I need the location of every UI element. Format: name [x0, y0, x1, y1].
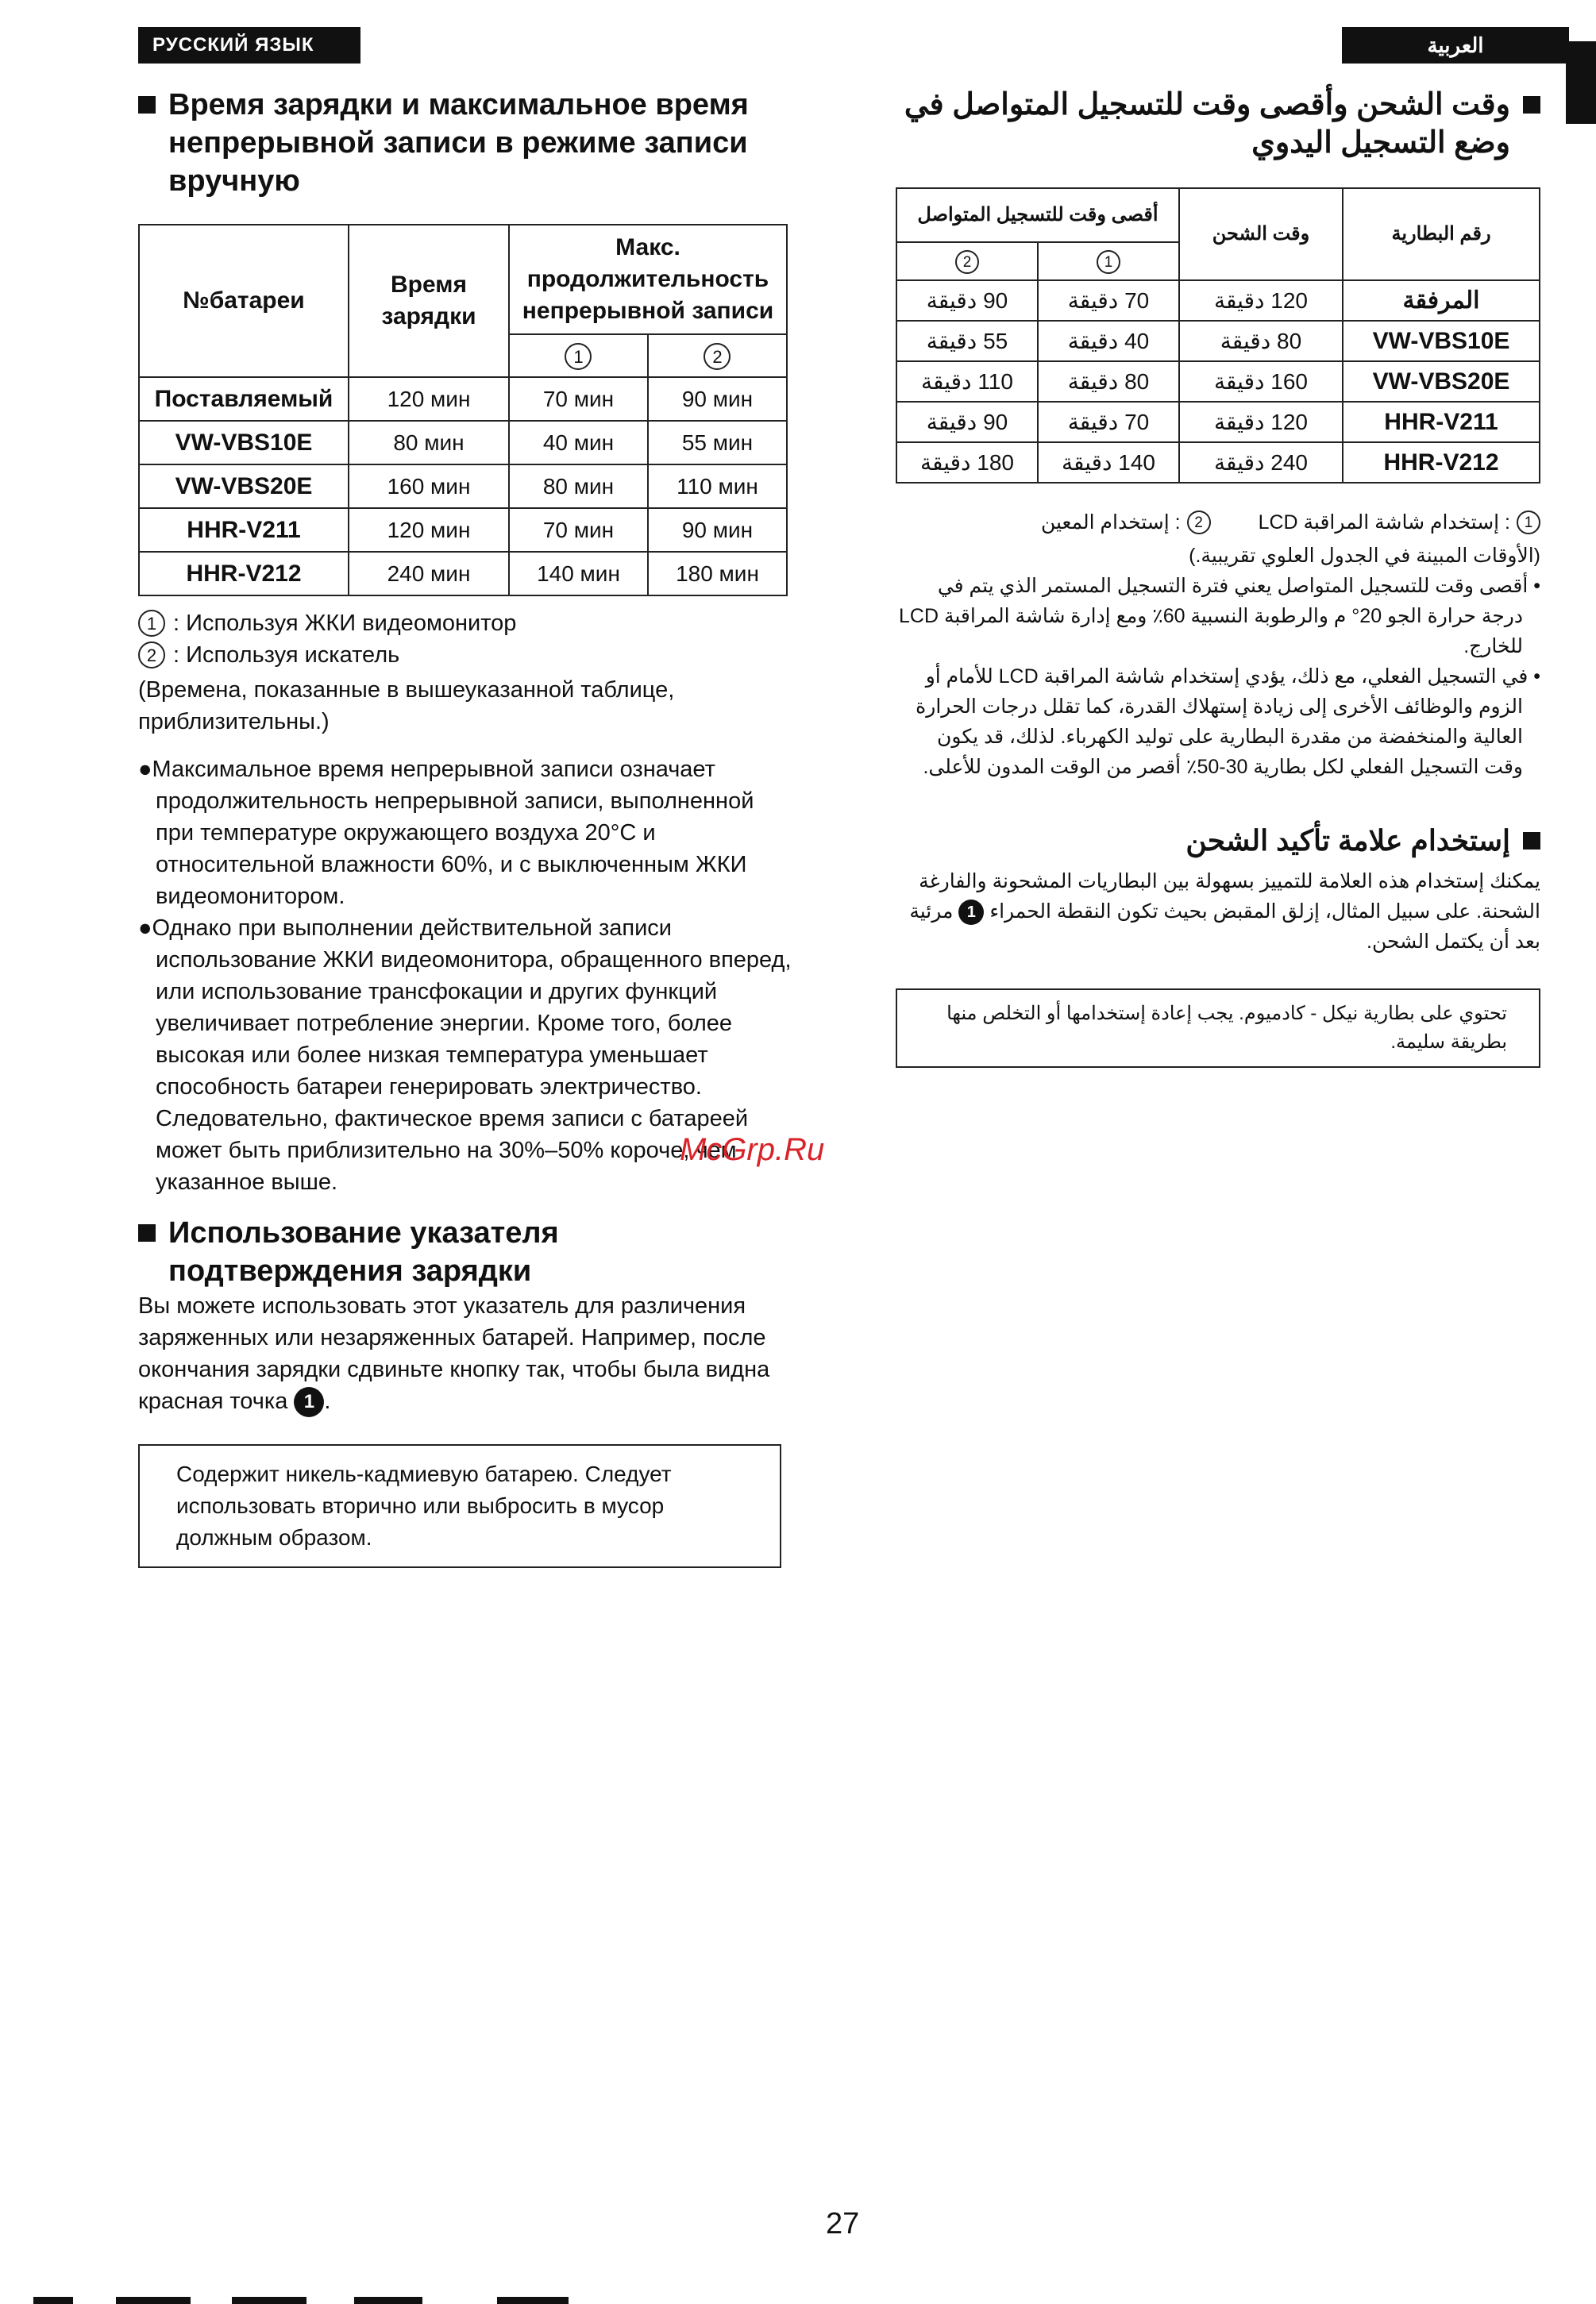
table-row: VW-VBS20E 160 دقيقة 80 دقيقة 110 دقيقة	[896, 361, 1540, 402]
note-viewfinder: 2 : Используя искатель	[138, 639, 797, 671]
bottom-edge-mark	[497, 2297, 569, 2304]
header-viewfinder	[648, 334, 787, 377]
bottom-edge-mark	[33, 2297, 73, 2304]
approx-note: (Времена, показанные в вышеуказанной таблице, приблизительны.)	[138, 677, 675, 734]
approx-note-ar: (الأوقات المبينة في الجدول العلوي تقريبية.)	[1189, 545, 1540, 567]
charging-time-table-ar	[896, 187, 1540, 484]
page-number: 27	[826, 2207, 860, 2240]
bullet-actual-recording: ●Однако при выполнении действительной записи использование ЖКИ видеомонитора, обращенного вперед, или использование трансфокации и других функций увеличивает потребление энергии. Кроме того, более высокая или более низкая температура уменьшает способность батареи генерировать электричество. Следовательно, фактическое время записи с батареей может быть приблизительно на 30%–50% короче, чем указанное выше.	[138, 915, 792, 1195]
header-viewfinder-ar	[896, 242, 1038, 280]
table-row: HHR-V211 120 мин 70 мин 90 мин	[139, 508, 787, 552]
note-lcd: 1 : Используя ЖКИ видеомонитор	[138, 607, 797, 639]
bullet-max-recording: ●Максимальное время непрерывной записи означает продолжительность непрерывной записи, выполненной при температуре окружающего воздуха 20°C и относительной влажности 60%, и с выключенным ЖКИ видеомонитором.	[138, 757, 754, 909]
table-row: VW-VBS20E 160 мин 80 мин 110 мин	[139, 464, 787, 508]
header-battery-ar: رقم البطارية	[1343, 188, 1540, 280]
circled-number-2-icon: 2	[955, 250, 979, 274]
bottom-edge-mark	[116, 2297, 191, 2304]
header-charge-time: Время зарядки	[349, 225, 509, 377]
table-row: المرفقة 120 دقيقة 70 دقيقة 90 دقيقة	[896, 280, 1540, 321]
table-row: HHR-V211 120 دقيقة 70 دقيقة 90 دقيقة	[896, 402, 1540, 442]
russian-column	[138, 86, 797, 1568]
header-charge-time-ar: وقت الشحن	[1179, 188, 1343, 280]
header-battery: №батареи	[139, 225, 349, 377]
circled-number-2-icon: 2	[704, 343, 731, 370]
bottom-edge-mark	[354, 2297, 422, 2304]
language-badge-arabic: العربية	[1342, 27, 1569, 64]
note-lcd-ar: 1 : إستخدام شاشة المراقبة LCD	[1259, 507, 1540, 537]
table-row: HHR-V212 240 мин 140 мин 180 мин	[139, 552, 787, 595]
table-row: Поставляемый 120 мин 70 мин 90 мин	[139, 377, 787, 421]
table-row: HHR-V212 240 دقيقة 140 دقيقة 180 دقيقة	[896, 442, 1540, 483]
section-title-charging-time-ar: وقت الشحن وأقصى وقت للتسجيل المتواصل في وضع التسجيل اليدوي	[896, 86, 1540, 162]
red-dot-number-icon: 1	[294, 1387, 324, 1417]
charge-indicator-text: Вы можете использовать этот указатель для различения заряженных или незаряженных батарей. Например, после окончания зарядки сдвиньте кнопку так, чтобы была видна красная точка 1 .	[138, 1290, 797, 1417]
header-lcd	[509, 334, 648, 377]
circled-number-1-icon: 1	[1097, 250, 1120, 274]
section-title-charge-indicator-ar: إستخدام علامة تأكيد الشحن	[896, 822, 1540, 860]
nicad-disposal-notice-ar: تحتوي على بطارية نيكل - كادميوم. يجب إعادة إستخدامها أو التخلص منها بطريقة سليمة.	[896, 988, 1540, 1068]
red-dot-number-icon: 1	[958, 900, 984, 925]
square-bullet-icon	[1523, 96, 1540, 114]
table-row: VW-VBS10E 80 мин 40 мин 55 мин	[139, 421, 787, 464]
square-bullet-icon	[1523, 832, 1540, 850]
charging-time-table	[138, 224, 788, 596]
circled-number-1-icon: 1	[1517, 511, 1540, 534]
header-max-recording-ar: أقصى وقت للتسجيل المتواصل	[896, 188, 1179, 242]
watermark-text: McGrp.Ru	[680, 1132, 825, 1167]
square-bullet-icon	[138, 96, 156, 114]
language-badge-russian: РУССКИЙ ЯЗЫК	[138, 27, 360, 64]
section-title-charge-indicator: Использование указателя подтверждения зарядки	[138, 1214, 797, 1290]
section-title-charging-time: Время зарядки и максимальное время непрерывной записи в режиме записи вручную	[138, 86, 797, 200]
side-thumb-tab	[1566, 41, 1596, 124]
circled-number-2-icon: 2	[138, 641, 165, 668]
charge-indicator-text-ar: يمكنك إستخدام هذه العلامة للتمييز بسهولة بين البطاريات المشحونة والفارغة الشحنة. على سبيل المثال، إزلق المقبض بحيث تكون النقطة الحمراء 1 مرئية بعد أن يكتمل الشحن.	[909, 870, 1540, 953]
note-viewfinder-ar: 2 : إستخدام المعين	[1041, 507, 1211, 537]
circled-number-1-icon: 1	[565, 343, 592, 370]
circled-number-1-icon: 1	[138, 610, 165, 637]
square-bullet-icon	[138, 1224, 156, 1242]
header-lcd-ar	[1038, 242, 1179, 280]
bottom-edge-mark	[232, 2297, 306, 2304]
header-max-recording: Макс. продолжительность непрерывной записи	[509, 225, 787, 334]
arabic-column	[896, 86, 1540, 1068]
bullet-actual-recording-ar: • في التسجيل الفعلي، مع ذلك، يؤدي إستخدام شاشة المراقبة LCD للأمام أو الزوم والوظائف الأخرى إلى زيادة إستهلاك القدرة، كما تقلل درجات الحرارة العالية والمنخفضة من مقدرة البطارية على توليد الكهرباء. لذلك، قد يكون وقت التسجيل الفعلي لكل بطارية 30-50٪ أقصر من الوقت المدون للأعلى.	[916, 665, 1540, 778]
bullet-max-recording-ar: • أقصى وقت للتسجيل المتواصل يعني فترة التسجيل المستمر الذي يتم في درجة حرارة الجو 20° م والرطوبة النسبية 60٪ ومع إدارة شاشة المراقبة LCD للخارج.	[899, 575, 1540, 657]
circled-number-2-icon: 2	[1187, 511, 1211, 534]
nicad-disposal-notice: Содержит никель-кадмиевую батарею. Следует использовать вторично или выбросить в мусор должным образом.	[138, 1444, 781, 1568]
table-row: VW-VBS10E 80 دقيقة 40 دقيقة 55 دقيقة	[896, 321, 1540, 361]
